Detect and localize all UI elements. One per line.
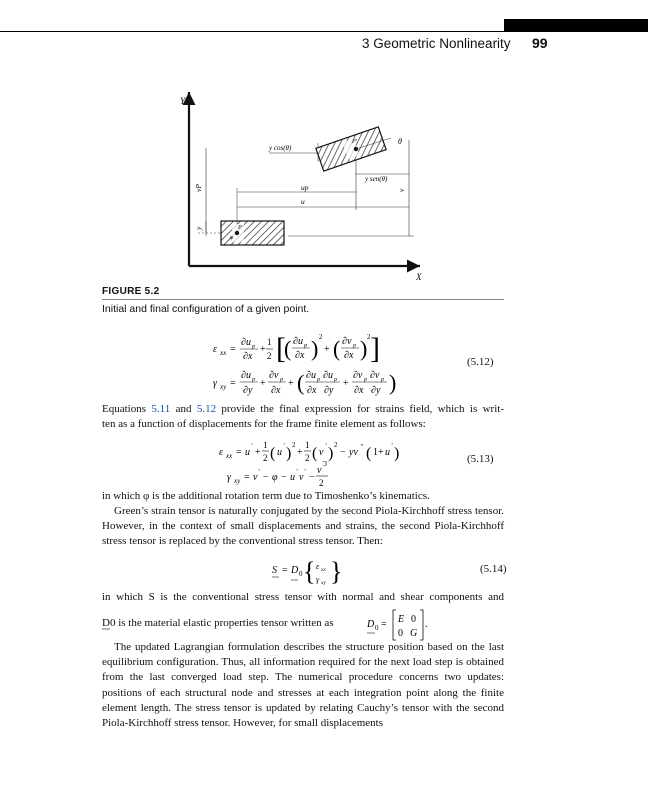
- svg-text:(: (: [270, 445, 276, 462]
- svg-text:ε: ε: [219, 447, 223, 458]
- svg-text:∂y: ∂y: [324, 385, 334, 396]
- svg-text:∂u: ∂u: [293, 336, 303, 347]
- svg-text:−: −: [281, 472, 287, 483]
- paragraph-material-tensor: D0 is the material elastic properties tensor written as: [102, 617, 334, 629]
- svg-text:u: u: [245, 447, 250, 458]
- svg-text:xy: xy: [321, 580, 326, 586]
- svg-text:(: (: [284, 336, 292, 361]
- paragraph-stress-tensor: in which S is the conventional stress tensor with normal and shear components and: [102, 591, 504, 603]
- svg-text:−: −: [340, 447, 346, 458]
- paragraph-strain-intro-line2: ten as a function of displacements for the frame finite element as follows:: [102, 418, 426, 430]
- svg-text:∂v: ∂v: [269, 370, 279, 381]
- svg-text:+: +: [260, 344, 266, 355]
- svg-text:″: ″: [360, 443, 363, 451]
- svg-text:xx: xx: [321, 567, 326, 573]
- svg-text:yv: yv: [349, 447, 358, 458]
- svg-text:∂u: ∂u: [323, 370, 333, 381]
- svg-text:′: ′: [258, 468, 260, 476]
- theta-label: θ: [398, 137, 402, 146]
- svg-text:2: 2: [319, 478, 324, 488]
- svg-text:): ): [286, 445, 292, 462]
- svg-text:ε: ε: [316, 562, 320, 571]
- svg-text:G: G: [410, 628, 418, 639]
- svg-text:=: =: [236, 447, 242, 458]
- svg-text:0: 0: [411, 614, 416, 625]
- svg-text:v: v: [253, 472, 258, 483]
- paragraph-updated-lagrangian: The updated Lagrangian formulation describes the structure position based on the last equilibrium configuration. Thus, all information required for the next load step is obtained from the last converged load step. The numerical procedure concerns two updates: positions of each structural node and stresses at each integration point along the finite element length. The stress tensor is updated by relating Cauchy’s tensor with the second Piola-Kirchhoff stress tensor. However, for small displacements: [102, 641, 504, 730]
- svg-text:p: p: [353, 343, 356, 349]
- paragraph-strain-intro: Equations 5.11 and 5.12 provide the final expression for strains field, which is writ-: [102, 403, 504, 415]
- svg-text:∂x: ∂x: [271, 385, 281, 396]
- svg-text:xx: xx: [226, 452, 233, 460]
- svg-text:2: 2: [267, 351, 272, 361]
- vp-label: vP: [194, 184, 203, 192]
- svg-text:∂y: ∂y: [243, 385, 253, 396]
- svg-text:′: ′: [304, 468, 306, 476]
- chapter-title: 3 Geometric Nonlinearity: [362, 36, 511, 51]
- svg-text:.: .: [425, 619, 428, 630]
- svg-text:D: D: [291, 565, 299, 576]
- v-label: v: [397, 188, 406, 192]
- svg-text:P': P': [352, 139, 357, 145]
- svg-text:1: 1: [263, 440, 268, 450]
- equation-link-5-12[interactable]: 5.12: [196, 403, 217, 415]
- svg-text:): ): [394, 445, 400, 462]
- svg-text:∂x: ∂x: [295, 350, 305, 361]
- equation-number-5-13: (5.13): [467, 453, 494, 465]
- svg-text:+: +: [343, 378, 349, 389]
- x-axis-label: X: [416, 272, 422, 282]
- svg-text:p: p: [280, 377, 283, 383]
- svg-text:φ: φ: [230, 235, 234, 241]
- svg-text:1: 1: [305, 440, 310, 450]
- svg-text:}: }: [330, 557, 343, 586]
- figure-diagram: [168, 88, 438, 284]
- svg-text:1+: 1+: [373, 447, 384, 458]
- svg-text:′: ′: [325, 442, 327, 450]
- svg-text:=: =: [244, 472, 250, 483]
- equation-link-5-11[interactable]: 5.11: [151, 403, 171, 415]
- svg-text:=: =: [282, 565, 288, 576]
- svg-text:u: u: [385, 447, 390, 458]
- svg-text:0: 0: [375, 624, 379, 632]
- svg-text:{: {: [303, 557, 316, 586]
- svg-text:xx: xx: [220, 349, 227, 357]
- svg-text:): ): [360, 336, 368, 361]
- svg-text:φ: φ: [272, 472, 278, 483]
- svg-text:]: ]: [370, 332, 380, 365]
- svg-text:∂u: ∂u: [241, 337, 251, 348]
- paragraph-rotation-term: in which φ is the additional rotation term due to Timoshenko’s kinematics.: [102, 490, 430, 502]
- figure-label: FIGURE 5.2: [102, 286, 160, 297]
- svg-text:p: p: [304, 343, 307, 349]
- svg-text:v: v: [299, 472, 304, 483]
- svg-text:=: =: [230, 344, 236, 355]
- svg-text:[: [: [276, 332, 286, 365]
- svg-text:∂x: ∂x: [307, 385, 317, 396]
- svg-text:′: ′: [391, 442, 393, 450]
- header-rule: [0, 31, 648, 32]
- svg-text:γ: γ: [227, 472, 231, 483]
- svg-text:′: ′: [283, 442, 285, 450]
- svg-text:2: 2: [367, 333, 371, 341]
- svg-text:−: −: [263, 472, 269, 483]
- svg-text:∂x: ∂x: [243, 351, 253, 362]
- equation-number-5-14: (5.14): [480, 563, 507, 575]
- svg-text:0: 0: [299, 570, 303, 578]
- svg-text:(: (: [333, 336, 341, 361]
- ysen-label: y sen(θ): [365, 175, 388, 183]
- svg-text:′3: ′3: [322, 460, 328, 468]
- initial-block: [221, 221, 284, 245]
- svg-text:γ: γ: [316, 575, 320, 584]
- svg-text:+: +: [288, 378, 294, 389]
- svg-text:v: v: [319, 447, 324, 458]
- svg-text:(: (: [312, 445, 318, 462]
- svg-text:+: +: [260, 378, 266, 389]
- svg-text:−: −: [309, 472, 315, 483]
- svg-text:S: S: [272, 565, 277, 576]
- svg-text:∂u: ∂u: [241, 370, 251, 381]
- figure-rule: [102, 299, 504, 300]
- svg-text:′: ′: [296, 468, 298, 476]
- svg-text:p: p: [317, 377, 320, 383]
- svg-text:p: p: [252, 377, 255, 383]
- svg-text:v: v: [317, 465, 322, 476]
- up-label: up: [301, 183, 309, 192]
- svg-text:=: =: [381, 619, 387, 630]
- svg-text:0: 0: [398, 628, 403, 639]
- svg-text:∂x: ∂x: [344, 350, 354, 361]
- svg-text:2: 2: [319, 333, 323, 341]
- svg-text:′: ′: [251, 442, 253, 450]
- header-bar: [504, 19, 648, 31]
- initial-point: [235, 231, 239, 235]
- svg-text:P: P: [238, 225, 242, 231]
- page-number: 99: [532, 35, 548, 51]
- svg-text:u: u: [290, 472, 295, 483]
- svg-text:2: 2: [334, 441, 338, 449]
- svg-text:p: p: [364, 377, 367, 383]
- svg-text:+: +: [324, 344, 330, 355]
- svg-text:∂v: ∂v: [353, 370, 363, 381]
- svg-text:(: (: [366, 445, 372, 462]
- svg-text:xy: xy: [220, 383, 227, 391]
- svg-text:E: E: [398, 614, 405, 625]
- svg-text:+: +: [255, 447, 261, 458]
- svg-text:D: D: [367, 619, 375, 630]
- svg-text:): ): [389, 370, 397, 395]
- svg-text:+: +: [297, 447, 303, 458]
- y-axis-label: Y: [180, 96, 186, 106]
- svg-text:2: 2: [305, 453, 310, 463]
- svg-text:γ: γ: [213, 378, 217, 389]
- svg-text:∂x: ∂x: [354, 385, 364, 396]
- svg-text:ε: ε: [213, 344, 217, 355]
- svg-text:): ): [311, 336, 319, 361]
- svg-text:∂v: ∂v: [370, 370, 380, 381]
- ycos-label: y cos(θ): [269, 144, 292, 152]
- svg-text:p: p: [334, 377, 337, 383]
- svg-text:p: p: [381, 377, 384, 383]
- u-label: u: [301, 197, 305, 206]
- svg-text:xy: xy: [234, 477, 241, 485]
- svg-text:u: u: [277, 447, 282, 458]
- svg-text:p: p: [252, 344, 255, 350]
- svg-text:2: 2: [292, 441, 296, 449]
- svg-text:2: 2: [263, 453, 268, 463]
- svg-text:∂y: ∂y: [371, 385, 381, 396]
- figure-caption: Initial and final configuration of a given point.: [102, 303, 310, 315]
- equation-number-5-12: (5.12): [467, 356, 494, 368]
- svg-text:∂u: ∂u: [306, 370, 316, 381]
- svg-text:): ): [328, 445, 334, 462]
- svg-text:∂v: ∂v: [342, 336, 352, 347]
- y-left-label: y: [194, 226, 203, 230]
- svg-text:1: 1: [267, 337, 272, 347]
- paragraph-green-strain: Green’s strain tensor is naturally conjugated by the second Piola-Kirchhoff stress tensor. However, in the context of small displacements and strains, the second Piola-Kirchhoff stress tensor is replaced by the conventional stress tensor. Then:: [102, 505, 504, 548]
- svg-text:=: =: [230, 378, 236, 389]
- svg-text:(: (: [297, 370, 305, 395]
